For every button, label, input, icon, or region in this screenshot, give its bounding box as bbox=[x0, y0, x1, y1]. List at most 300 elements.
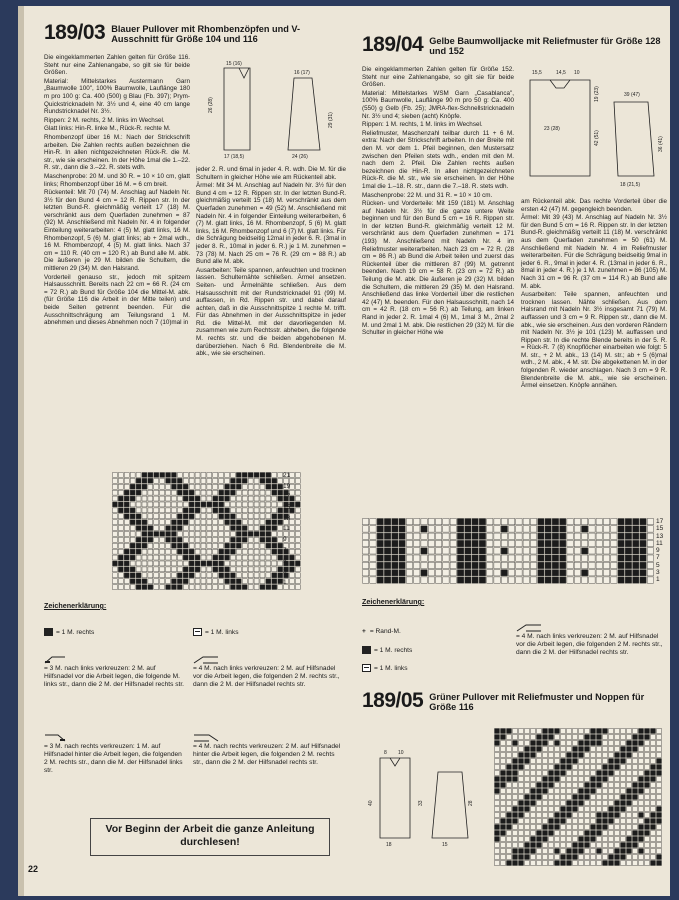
chart-cell bbox=[589, 555, 595, 561]
schematic-label: 24 (26) bbox=[292, 154, 308, 160]
plus-symbol-icon: + bbox=[362, 628, 366, 635]
purl-symbol-icon bbox=[362, 664, 371, 672]
sweater-schematic bbox=[194, 58, 346, 164]
chart-cell bbox=[148, 549, 153, 554]
chart-cell bbox=[618, 548, 624, 554]
chart-cell bbox=[278, 543, 283, 548]
chart-cell bbox=[130, 478, 135, 483]
chart-cell bbox=[384, 548, 390, 554]
chart-cell bbox=[130, 561, 135, 566]
chart-cell bbox=[501, 759, 506, 764]
chart-cell bbox=[130, 526, 135, 531]
chart-cell bbox=[160, 502, 165, 507]
chart-cell bbox=[118, 514, 123, 519]
chart-cell bbox=[582, 540, 588, 546]
chart-cell bbox=[207, 585, 212, 590]
chart-cell bbox=[130, 532, 135, 537]
chart-cell bbox=[591, 861, 596, 866]
chart-cell bbox=[651, 837, 656, 842]
chart-cell bbox=[213, 473, 218, 478]
chart-cell bbox=[436, 533, 442, 539]
chart-cell bbox=[414, 526, 420, 532]
chart-cell bbox=[509, 562, 515, 568]
chart-cell bbox=[633, 747, 638, 752]
chart-cell bbox=[645, 777, 650, 782]
chart-cell bbox=[537, 825, 542, 830]
chart-cell bbox=[582, 577, 588, 583]
chart-cell bbox=[545, 540, 551, 546]
chart-cell bbox=[377, 562, 383, 568]
chart-cell bbox=[248, 520, 253, 525]
chart-cell bbox=[242, 532, 247, 537]
chart-cell bbox=[567, 741, 572, 746]
chart-cell bbox=[639, 729, 644, 734]
chart-cell bbox=[124, 508, 129, 513]
chart-cell bbox=[645, 729, 650, 734]
chart-cell bbox=[183, 520, 188, 525]
chart-cell bbox=[513, 771, 518, 776]
chart-cell bbox=[567, 783, 572, 788]
chart-cell bbox=[525, 747, 530, 752]
chart-cell bbox=[154, 520, 159, 525]
chart-cell bbox=[242, 555, 247, 560]
chart-cell bbox=[113, 484, 118, 489]
chart-cell bbox=[531, 783, 536, 788]
chart-cell bbox=[523, 577, 529, 583]
chart-cell bbox=[113, 520, 118, 525]
chart-cell bbox=[501, 831, 506, 836]
chart-cell bbox=[195, 579, 200, 584]
chart-cell bbox=[618, 519, 624, 525]
chart-cell bbox=[154, 579, 159, 584]
chart-cell bbox=[172, 496, 177, 501]
chart-cell bbox=[166, 537, 171, 542]
chart-cell bbox=[633, 783, 638, 788]
schematic-label: 23 (28) bbox=[544, 126, 560, 132]
chart-cell bbox=[225, 520, 230, 525]
chart-cell bbox=[501, 548, 507, 554]
chart-cell bbox=[177, 526, 182, 531]
chart-cell bbox=[272, 561, 277, 566]
chart-cell bbox=[392, 540, 398, 546]
chart-cell bbox=[519, 747, 524, 752]
chart-cell bbox=[479, 548, 485, 554]
chart-cell bbox=[513, 807, 518, 812]
chart-cell bbox=[406, 570, 412, 576]
chart-cell bbox=[549, 729, 554, 734]
chart-cell bbox=[183, 490, 188, 495]
chart-cell bbox=[560, 555, 566, 561]
chart-cell bbox=[260, 561, 265, 566]
chart-cell bbox=[225, 555, 230, 560]
chart-cell bbox=[647, 562, 653, 568]
chart-cell bbox=[248, 508, 253, 513]
chart-cell bbox=[472, 526, 478, 532]
chart-cell bbox=[266, 496, 271, 501]
chart-cell bbox=[160, 549, 165, 554]
chart-cell bbox=[166, 478, 171, 483]
chart-cell bbox=[615, 729, 620, 734]
schematic-label: 18 (21,5) bbox=[620, 182, 641, 188]
chart-cell bbox=[177, 514, 182, 519]
chart-cell bbox=[495, 777, 500, 782]
chart-cell bbox=[148, 573, 153, 578]
chart-cell bbox=[507, 783, 512, 788]
chart-cell bbox=[231, 532, 236, 537]
chart-cell bbox=[136, 561, 141, 566]
chart-cell bbox=[254, 543, 259, 548]
chart-cell bbox=[384, 540, 390, 546]
chart-cell bbox=[537, 831, 542, 836]
chart-cell bbox=[639, 765, 644, 770]
chart-cell bbox=[597, 831, 602, 836]
chart-cell bbox=[573, 813, 578, 818]
chart-cell bbox=[591, 741, 596, 746]
chart-cell bbox=[501, 807, 506, 812]
chart-cell bbox=[136, 549, 141, 554]
paragraph: Ärmel: Mit 34 M. Anschlag auf Nadeln Nr. 3½ für den Bund 4 cm = 12 R. Rippen str. In der letzten Bund-R. gleichmäßig verteilt 15 (18) M. verschränkt aus dem Querfaden zunehmen = 49 (52) M. Anschließend mit Nadeln Nr. 4 in folgender Einteilung weiterarbeiten, 6 (7) M. glatt links, 16 M. Rhombenzopf, 5 (6) M. glatt links, 16 M. Rhombenzopf und 6 (7) M. glatt links. Für die Schrägung beidseitig 12mal in jeder 6. R. (3mal in jeder 8. R., 10mal in jeder 6. R.) je 1 M. zunehmen = 73 (78) M. Nach 25 cm = 76 R. (29 cm = 88 R.) ab Bund alle M. abk. bbox=[196, 182, 346, 266]
chart-cell bbox=[201, 567, 206, 572]
chart-cell bbox=[531, 819, 536, 824]
chart-cell bbox=[472, 555, 478, 561]
chart-cell bbox=[625, 577, 631, 583]
chart-cell bbox=[118, 532, 123, 537]
chart-cell bbox=[516, 577, 522, 583]
chart-cell bbox=[414, 577, 420, 583]
chart-cell bbox=[154, 537, 159, 542]
chart-cell bbox=[201, 490, 206, 495]
chart-cell bbox=[225, 537, 230, 542]
chart-cell bbox=[148, 585, 153, 590]
chart-cell bbox=[124, 585, 129, 590]
chart-cell bbox=[609, 813, 614, 818]
chart-cell bbox=[254, 490, 259, 495]
legend-text: = 1 M. rechts bbox=[374, 646, 413, 654]
chart-cell bbox=[531, 729, 536, 734]
chart-cell bbox=[148, 555, 153, 560]
chart-cell bbox=[543, 765, 548, 770]
chart-cell bbox=[513, 849, 518, 854]
chart-cell bbox=[633, 562, 639, 568]
chart-cell bbox=[177, 478, 182, 483]
schematic-label: 29 (31) bbox=[328, 112, 334, 128]
instructions-column-1 bbox=[44, 54, 190, 446]
chart-cell bbox=[487, 540, 493, 546]
chart-cell bbox=[591, 789, 596, 794]
chart-cell bbox=[603, 540, 609, 546]
chart-cell bbox=[537, 759, 542, 764]
chart-cell bbox=[136, 478, 141, 483]
chart-cell bbox=[136, 573, 141, 578]
chart-cell bbox=[189, 537, 194, 542]
chart-cell bbox=[555, 837, 560, 842]
chart-cell bbox=[248, 502, 253, 507]
chart-cell bbox=[609, 801, 614, 806]
chart-cell bbox=[201, 537, 206, 542]
chart-cell bbox=[574, 555, 580, 561]
chart-cell bbox=[627, 861, 632, 866]
chart-cell bbox=[248, 579, 253, 584]
chart-cell bbox=[591, 729, 596, 734]
chart-cell bbox=[370, 577, 376, 583]
chart-cell bbox=[567, 837, 572, 842]
chart-cell bbox=[543, 747, 548, 752]
chart-cell bbox=[177, 585, 182, 590]
chart-cell bbox=[377, 519, 383, 525]
chart-cell bbox=[113, 561, 118, 566]
chart-cell bbox=[549, 771, 554, 776]
chart-cell bbox=[260, 567, 265, 572]
chart-cell bbox=[487, 548, 493, 554]
row-number: 13 bbox=[283, 514, 291, 522]
chart-cell bbox=[142, 573, 147, 578]
chart-cell bbox=[142, 561, 147, 566]
chart-cell bbox=[596, 555, 602, 561]
chart-cell bbox=[248, 526, 253, 531]
chart-cell bbox=[603, 855, 608, 860]
chart-cell bbox=[585, 837, 590, 842]
chart-cell bbox=[236, 532, 241, 537]
chart-cell bbox=[148, 561, 153, 566]
chart-cell bbox=[523, 562, 529, 568]
chart-cell bbox=[530, 577, 536, 583]
chart-cell bbox=[363, 540, 369, 546]
chart-cell bbox=[516, 562, 522, 568]
chart-cell bbox=[633, 519, 639, 525]
chart-cell bbox=[450, 526, 456, 532]
chart-cell bbox=[384, 577, 390, 583]
chart-cell bbox=[633, 861, 638, 866]
chart-cell bbox=[278, 537, 283, 542]
chart-cell bbox=[591, 831, 596, 836]
chart-cell bbox=[597, 819, 602, 824]
chart-cell bbox=[113, 478, 118, 483]
chart-row-numbers bbox=[283, 472, 303, 590]
chart-cell bbox=[189, 532, 194, 537]
chart-cell bbox=[428, 519, 434, 525]
chart-cell bbox=[516, 533, 522, 539]
chart-cell bbox=[651, 855, 656, 860]
chart-cell bbox=[507, 765, 512, 770]
chart-cell bbox=[537, 729, 542, 734]
chart-cell bbox=[130, 537, 135, 542]
chart-cell bbox=[618, 540, 624, 546]
chart-cell bbox=[621, 765, 626, 770]
chart-cell bbox=[597, 783, 602, 788]
legend-item bbox=[193, 628, 343, 637]
chart-cell bbox=[615, 777, 620, 782]
chart-cell bbox=[639, 819, 644, 824]
chart-cell bbox=[531, 735, 536, 740]
chart-cell bbox=[399, 533, 405, 539]
chart-cell bbox=[537, 777, 542, 782]
chart-cell bbox=[113, 473, 118, 478]
chart-cell bbox=[207, 508, 212, 513]
chart-cell bbox=[549, 783, 554, 788]
chart-cell bbox=[130, 520, 135, 525]
chart-cell bbox=[154, 532, 159, 537]
chart-cell bbox=[124, 484, 129, 489]
chart-cell bbox=[549, 861, 554, 866]
chart-cell bbox=[266, 532, 271, 537]
chart-cell bbox=[597, 801, 602, 806]
chart-cell bbox=[242, 502, 247, 507]
chart-cell bbox=[645, 795, 650, 800]
chart-cell bbox=[148, 543, 153, 548]
chart-cell bbox=[254, 549, 259, 554]
chart-cell bbox=[377, 540, 383, 546]
chart-cell bbox=[543, 807, 548, 812]
chart-cell bbox=[615, 747, 620, 752]
chart-cell bbox=[561, 777, 566, 782]
chart-cell bbox=[507, 819, 512, 824]
chart-cell bbox=[272, 484, 277, 489]
chart-cell bbox=[627, 747, 632, 752]
chart-cell bbox=[603, 837, 608, 842]
chart-cell bbox=[567, 807, 572, 812]
chart-cell bbox=[639, 789, 644, 794]
chart-cell bbox=[549, 837, 554, 842]
chart-cell bbox=[272, 585, 277, 590]
knit-symbol-icon bbox=[362, 646, 371, 654]
chart-cell bbox=[272, 514, 277, 519]
chart-cell bbox=[585, 801, 590, 806]
chart-cell bbox=[507, 825, 512, 830]
chart-cell bbox=[225, 561, 230, 566]
chart-cell bbox=[530, 548, 536, 554]
chart-cell bbox=[472, 548, 478, 554]
chart-cell bbox=[501, 533, 507, 539]
chart-cell bbox=[596, 562, 602, 568]
chart-cell bbox=[639, 753, 644, 758]
chart-cell bbox=[172, 549, 177, 554]
chart-cell bbox=[428, 540, 434, 546]
chart-cell bbox=[621, 837, 626, 842]
chart-cell bbox=[154, 484, 159, 489]
chart-cell bbox=[495, 753, 500, 758]
chart-cell bbox=[236, 508, 241, 513]
chart-cell bbox=[166, 532, 171, 537]
chart-cell bbox=[603, 789, 608, 794]
chart-cell bbox=[421, 540, 427, 546]
chart-cell bbox=[657, 765, 662, 770]
chart-cell bbox=[555, 747, 560, 752]
chart-cell bbox=[225, 585, 230, 590]
chart-cell bbox=[579, 783, 584, 788]
paragraph: Vorderteil genauso str., jedoch mit spitzem Halsausschnitt. Bereits nach 22 cm = 66 R. (24 cm = 72 R.) ab Bund für Größe 104 die Mittel-M. abk. (für Größe 116 die Arbeit in der Mitte teilen) und beide Seiten getrennt beenden. Für die Ausschnittschrägung am Teilungsrand 1 M. abnehmen und dieses Abnehmen noch 7 (10)mal in bbox=[44, 273, 190, 327]
chart-cell bbox=[621, 753, 626, 758]
chart-cell bbox=[242, 484, 247, 489]
chart-cell bbox=[501, 843, 506, 848]
chart-cell bbox=[219, 567, 224, 572]
chart-cell bbox=[136, 520, 141, 525]
chart-cell bbox=[272, 573, 277, 578]
chart-cell bbox=[195, 526, 200, 531]
chart-cell bbox=[538, 533, 544, 539]
chart-cell bbox=[513, 855, 518, 860]
chart-cell bbox=[183, 484, 188, 489]
chart-cell bbox=[579, 735, 584, 740]
chart-cell bbox=[189, 473, 194, 478]
chart-cell bbox=[242, 473, 247, 478]
chart-cell bbox=[621, 747, 626, 752]
chart-cell bbox=[633, 526, 639, 532]
chart-cell bbox=[494, 548, 500, 554]
chart-cell bbox=[525, 837, 530, 842]
chart-cell bbox=[555, 819, 560, 824]
chart-cell bbox=[443, 533, 449, 539]
chart-cell bbox=[645, 789, 650, 794]
chart-cell bbox=[596, 519, 602, 525]
chart-cell bbox=[555, 759, 560, 764]
chart-cell bbox=[384, 533, 390, 539]
chart-cell bbox=[525, 765, 530, 770]
chart-cell bbox=[443, 519, 449, 525]
chart-cell bbox=[201, 585, 206, 590]
chart-cell bbox=[513, 825, 518, 830]
chart-cell bbox=[537, 741, 542, 746]
chart-cell bbox=[589, 577, 595, 583]
chart-cell bbox=[236, 537, 241, 542]
chart-cell bbox=[585, 765, 590, 770]
chart-cell bbox=[567, 801, 572, 806]
chart-cell bbox=[585, 741, 590, 746]
chart-cell bbox=[213, 561, 218, 566]
chart-cell bbox=[142, 490, 147, 495]
chart-cell bbox=[519, 837, 524, 842]
chart-cell bbox=[236, 490, 241, 495]
row-number: 3 bbox=[283, 568, 287, 576]
chart-cell bbox=[561, 789, 566, 794]
chart-cell bbox=[160, 508, 165, 513]
chart-cell bbox=[579, 801, 584, 806]
chart-cell bbox=[525, 771, 530, 776]
chart-cell bbox=[574, 540, 580, 546]
chart-cell bbox=[543, 825, 548, 830]
row-number: 17 bbox=[283, 493, 291, 501]
chart-cell bbox=[260, 549, 265, 554]
chart-cell bbox=[555, 825, 560, 830]
chart-cell bbox=[377, 577, 383, 583]
chart-cell bbox=[555, 813, 560, 818]
chart-cell bbox=[591, 777, 596, 782]
chart-cell bbox=[457, 526, 463, 532]
chart-cell bbox=[552, 577, 558, 583]
chart-cell bbox=[537, 807, 542, 812]
chart-cell bbox=[421, 562, 427, 568]
chart-cell bbox=[513, 747, 518, 752]
paragraph: jeder 2. R. und 6mal in jeder 4. R. wdh. Die M. für die Schultern in gleicher Höhe wie am Rückenteil abk. bbox=[196, 166, 346, 181]
chart-cell bbox=[615, 771, 620, 776]
chart-cell bbox=[124, 555, 129, 560]
chart-cell bbox=[189, 484, 194, 489]
chart-cell bbox=[633, 789, 638, 794]
chart-cell bbox=[136, 532, 141, 537]
chart-cell bbox=[392, 555, 398, 561]
chart-cell bbox=[561, 765, 566, 770]
chart-cell bbox=[531, 849, 536, 854]
chart-cell bbox=[370, 555, 376, 561]
chart-cell bbox=[231, 520, 236, 525]
chart-cell bbox=[124, 490, 129, 495]
chart-cell bbox=[183, 585, 188, 590]
chart-cell bbox=[495, 819, 500, 824]
chart-cell bbox=[609, 729, 614, 734]
chart-cell bbox=[567, 519, 573, 525]
chart-cell bbox=[278, 484, 283, 489]
chart-cell bbox=[627, 855, 632, 860]
chart-cell bbox=[406, 519, 412, 525]
